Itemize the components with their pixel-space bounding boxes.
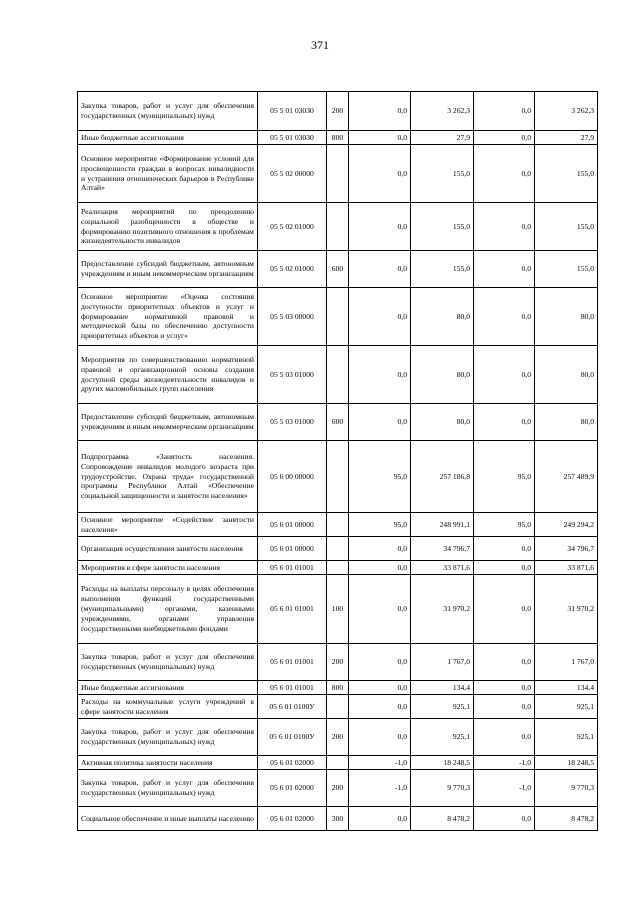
amount-total-2: 80,0: [535, 288, 598, 346]
amount-change-2: 0,0: [474, 695, 535, 719]
amount-change-2: 0,0: [474, 807, 535, 831]
item-name: Расходы на выплаты персоналу в целях обеспечения выполнения функций государственными (муниципальными) органами, казенными учреждениями, органами управления государственными внебюджетными фондами: [78, 575, 258, 644]
amount-change-1: 0,0: [349, 561, 411, 575]
amount-total-2: 925,1: [535, 719, 598, 756]
target-code: 05 5 03 01000: [258, 346, 327, 404]
target-code: 05 6 01 0100У: [258, 695, 327, 719]
amount-total-1: 18 248,5: [411, 756, 474, 770]
expense-type: 600: [327, 251, 349, 288]
item-name: Основное мероприятие «Оценка состояния доступности приоритетных объектов и услуг и формирование нормативной правовой и методической базы по обеспечению доступности приоритетных объектов и услуг»: [78, 288, 258, 346]
table-row: [78, 346, 598, 404]
target-code: 05 6 01 00000: [258, 537, 327, 561]
item-name: Реализация мероприятий по преодолению социальной разобщенности в обществе и формированию позитивного отношения к проблемам жизнедеятельности инвалидов: [78, 203, 258, 251]
amount-change-1: 0,0: [349, 251, 411, 288]
expense-type: [327, 513, 349, 537]
target-code: 05 5 02 01000: [258, 251, 327, 288]
amount-change-2: 0,0: [474, 404, 535, 441]
amount-total-1: 8 478,2: [411, 807, 474, 831]
expense-type: 600: [327, 404, 349, 441]
table-row: [78, 513, 598, 537]
amount-change-2: 0,0: [474, 719, 535, 756]
amount-total-2: 31 970,2: [535, 575, 598, 644]
amount-change-2: 0,0: [474, 288, 535, 346]
item-name: Подпрограмма «Занятость населения. Сопровождение инвалидов молодого возраста при трудоустройстве. Охрана труда» государственной программы Республики Алтай «Обеспечение социальной защищенности и занятости населения»: [78, 441, 258, 513]
amount-total-1: 31 970,2: [411, 575, 474, 644]
table-row: [78, 404, 598, 441]
amount-total-2: 155,0: [535, 203, 598, 251]
amount-change-2: -1,0: [474, 756, 535, 770]
expense-type: 200: [327, 644, 349, 681]
item-name: Закупка товаров, работ и услуг для обеспечения государственных (муниципальных) нужд: [78, 644, 258, 681]
amount-total-1: 925,1: [411, 695, 474, 719]
table-row: [78, 288, 598, 346]
expense-type: [327, 561, 349, 575]
amount-total-2: 155,0: [535, 145, 598, 203]
table-row: [78, 537, 598, 561]
amount-change-1: 0,0: [349, 695, 411, 719]
target-code: 05 6 01 01001: [258, 575, 327, 644]
target-code: 05 6 01 01001: [258, 561, 327, 575]
amount-total-1: 34 796,7: [411, 537, 474, 561]
expense-type: [327, 203, 349, 251]
amount-change-1: 0,0: [349, 346, 411, 404]
table-row: [78, 92, 598, 131]
amount-total-2: 33 871,6: [535, 561, 598, 575]
amount-change-2: 0,0: [474, 203, 535, 251]
amount-total-1: 134,4: [411, 681, 474, 695]
item-name: Иные бюджетные ассигнования: [78, 131, 258, 145]
item-name: Иные бюджетные ассигнования: [78, 681, 258, 695]
amount-total-2: 27,9: [535, 131, 598, 145]
expense-type: [327, 346, 349, 404]
target-code: 05 5 02 00000: [258, 145, 327, 203]
amount-total-1: 3 262,3: [411, 92, 474, 131]
amount-total-2: 8 478,2: [535, 807, 598, 831]
target-code: 05 6 00 00000: [258, 441, 327, 513]
amount-change-2: 0,0: [474, 131, 535, 145]
target-code: 05 6 01 02000: [258, 807, 327, 831]
amount-change-2: 0,0: [474, 92, 535, 131]
table-row: [78, 770, 598, 807]
item-name: Предоставление субсидий бюджетным, автономным учреждениям и иным некоммерческим организациям: [78, 251, 258, 288]
expense-type: [327, 145, 349, 203]
amount-change-1: 0,0: [349, 288, 411, 346]
target-code: 05 5 03 00000: [258, 288, 327, 346]
amount-total-1: 33 871,6: [411, 561, 474, 575]
target-code: 05 5 03 01000: [258, 404, 327, 441]
table-row: [78, 251, 598, 288]
table-row: [78, 695, 598, 719]
item-name: Предоставление субсидий бюджетным, автономным учреждениям и иным некоммерческим организациям: [78, 404, 258, 441]
amount-change-1: 0,0: [349, 575, 411, 644]
expense-type: 100: [327, 575, 349, 644]
amount-change-2: 0,0: [474, 644, 535, 681]
amount-change-1: 0,0: [349, 404, 411, 441]
amount-change-1: -1,0: [349, 770, 411, 807]
amount-change-1: 95,0: [349, 441, 411, 513]
amount-change-1: 0,0: [349, 203, 411, 251]
target-code: 05 5 01 03030: [258, 92, 327, 131]
expense-type: 300: [327, 807, 349, 831]
page-number: 371: [311, 38, 329, 52]
target-code: 05 6 01 02000: [258, 770, 327, 807]
amount-total-2: 80,0: [535, 346, 598, 404]
item-name: Закупка товаров, работ и услуг для обеспечения государственных (муниципальных) нужд: [78, 770, 258, 807]
amount-change-2: 0,0: [474, 575, 535, 644]
expense-type: [327, 756, 349, 770]
amount-change-2: 0,0: [474, 537, 535, 561]
amount-total-2: 249 294,2: [535, 513, 598, 537]
budget-table: [77, 91, 598, 831]
target-code: 05 6 01 01001: [258, 681, 327, 695]
amount-change-2: 0,0: [474, 346, 535, 404]
amount-total-1: 80,0: [411, 346, 474, 404]
amount-total-2: 134,4: [535, 681, 598, 695]
amount-total-2: 1 767,0: [535, 644, 598, 681]
amount-total-1: 248 991,1: [411, 513, 474, 537]
amount-total-2: 9 770,3: [535, 770, 598, 807]
amount-total-1: 9 770,3: [411, 770, 474, 807]
item-name: Расходы на коммунальные услуги учреждений в сфере занятости населения: [78, 695, 258, 719]
expense-type: 200: [327, 92, 349, 131]
expense-type: [327, 288, 349, 346]
table-row: [78, 719, 598, 756]
item-name: Организация осуществления занятости населения: [78, 537, 258, 561]
item-name: Закупка товаров, работ и услуг для обеспечения государственных (муниципальных) нужд: [78, 92, 258, 131]
expense-type: 200: [327, 719, 349, 756]
item-name: Основное мероприятие «Формирование условий для просвещенности граждан в вопросах инвалидности и устранения отношенческих барьеров в Республике Алтай»: [78, 145, 258, 203]
amount-change-1: 95,0: [349, 513, 411, 537]
amount-total-1: 80,0: [411, 404, 474, 441]
expense-type: 800: [327, 131, 349, 145]
amount-total-2: 18 248,5: [535, 756, 598, 770]
amount-change-2: 0,0: [474, 561, 535, 575]
amount-total-1: 925,1: [411, 719, 474, 756]
target-code: 05 6 01 00000: [258, 513, 327, 537]
expense-type: [327, 441, 349, 513]
amount-change-2: 0,0: [474, 145, 535, 203]
expense-type: [327, 695, 349, 719]
amount-total-1: 27,9: [411, 131, 474, 145]
amount-total-1: 155,0: [411, 145, 474, 203]
amount-change-1: 0,0: [349, 644, 411, 681]
amount-total-2: 34 796,7: [535, 537, 598, 561]
item-name: Социальное обеспечение и иные выплаты населению: [78, 807, 258, 831]
amount-change-2: 95,0: [474, 513, 535, 537]
table-row: [78, 203, 598, 251]
target-code: 05 6 01 01001: [258, 644, 327, 681]
target-code: 05 6 01 02000: [258, 756, 327, 770]
item-name: Активная политика занятости населения: [78, 756, 258, 770]
amount-change-2: 0,0: [474, 681, 535, 695]
amount-total-2: 3 262,3: [535, 92, 598, 131]
amount-change-1: 0,0: [349, 719, 411, 756]
amount-change-1: -1,0: [349, 756, 411, 770]
amount-total-2: 257 489,9: [535, 441, 598, 513]
table-row: [78, 441, 598, 513]
table-row: [78, 681, 598, 695]
amount-change-1: 0,0: [349, 131, 411, 145]
amount-change-1: 0,0: [349, 537, 411, 561]
target-code: 05 5 02 01000: [258, 203, 327, 251]
item-name: Основное мероприятие «Содействие занятости населения»: [78, 513, 258, 537]
amount-total-1: 1 767,0: [411, 644, 474, 681]
expense-type: [327, 537, 349, 561]
amount-total-2: 80,0: [535, 404, 598, 441]
table-row: [78, 575, 598, 644]
amount-change-2: 0,0: [474, 251, 535, 288]
table-row: [78, 644, 598, 681]
table-row: [78, 131, 598, 145]
expense-type: 200: [327, 770, 349, 807]
amount-total-1: 80,0: [411, 288, 474, 346]
amount-change-2: -1,0: [474, 770, 535, 807]
table-row: [78, 145, 598, 203]
table-row: [78, 561, 598, 575]
target-code: 05 6 01 0100У: [258, 719, 327, 756]
amount-change-1: 0,0: [349, 807, 411, 831]
target-code: 05 5 01 03030: [258, 131, 327, 145]
amount-total-1: 155,0: [411, 203, 474, 251]
expense-type: 800: [327, 681, 349, 695]
amount-change-2: 95,0: [474, 441, 535, 513]
item-name: Мероприятия в сфере занятости населения: [78, 561, 258, 575]
table-row: [78, 807, 598, 831]
amount-total-1: 257 186,8: [411, 441, 474, 513]
amount-total-1: 155,0: [411, 251, 474, 288]
item-name: Мероприятия по совершенствованию нормативной правовой и организационной основы создания доступной среды жизнедеятельности инвалидов и других маломобильных групп населения: [78, 346, 258, 404]
table-row: [78, 756, 598, 770]
amount-total-2: 155,0: [535, 251, 598, 288]
amount-total-2: 925,1: [535, 695, 598, 719]
amount-change-1: 0,0: [349, 92, 411, 131]
amount-change-1: 0,0: [349, 681, 411, 695]
item-name: Закупка товаров, работ и услуг для обеспечения государственных (муниципальных) нужд: [78, 719, 258, 756]
amount-change-1: 0,0: [349, 145, 411, 203]
